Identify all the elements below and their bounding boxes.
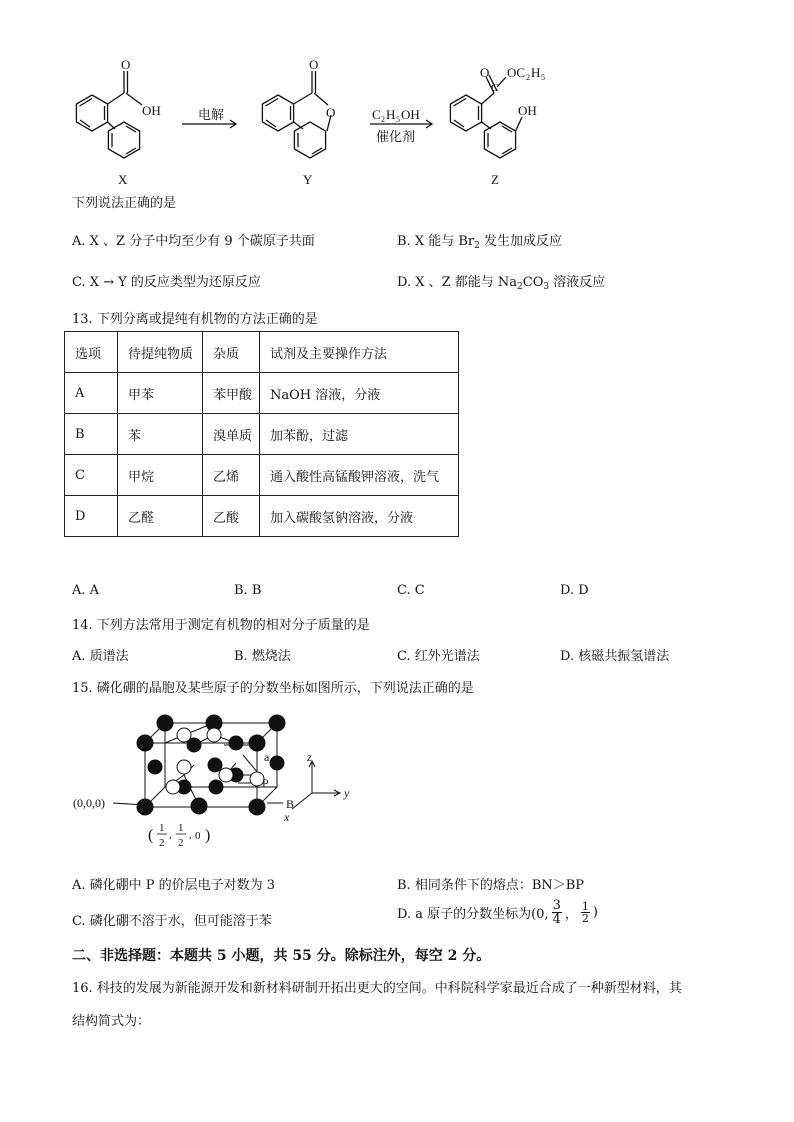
table-cell: 乙酸 xyxy=(203,496,260,537)
q12-option-d: D. X 、Z 都能与 $Na_2CO_3$ 溶液反应 xyxy=(397,275,606,292)
svg-text:2: 2 xyxy=(178,837,184,849)
table-row xyxy=(65,496,459,537)
q14-stem: 14. 下列方法常用于测定有机物的相对分子质量的是 xyxy=(72,618,370,633)
z-ester-c: C xyxy=(491,82,499,94)
q13-stem: 13. 下列分离或提纯有机物的方法正确的是 xyxy=(72,312,318,327)
svg-text:1: 1 xyxy=(178,822,184,834)
table-cell: B xyxy=(65,414,118,455)
q15-stem: 15. 磷化硼的晶胞及某些原子的分数坐标如图所示，下列说法正确的是 xyxy=(72,681,474,696)
section-title: 二、非选择题：本题共 5 小题，共 55 分。除标注外，每空 2 分。 xyxy=(72,948,491,964)
table-cell: 苯甲酸 xyxy=(203,373,260,414)
separation-table xyxy=(64,331,459,537)
q12-option-b: B. X 能与 $Br_2$ 发生加成反应 xyxy=(397,234,562,251)
q15-option-a: A. 磷化硼中 P 的价层电子对数为 3 xyxy=(72,878,276,893)
svg-text:H: H xyxy=(386,107,396,122)
svg-text:): ) xyxy=(205,827,211,844)
x-oh: OH xyxy=(142,103,161,118)
table-header: 待提纯物质 xyxy=(118,332,203,373)
arrow1-label: 电解 xyxy=(198,107,225,122)
q14-option-c: C. 红外光谱法 xyxy=(397,649,480,664)
svg-text:H: H xyxy=(531,65,541,80)
table-cell: 乙烯 xyxy=(203,455,260,496)
table-cell: 甲苯 xyxy=(118,373,203,414)
axis-y: y xyxy=(344,786,350,800)
q12-option-c: C. X → Y 的反应类型为还原反应 xyxy=(72,275,261,290)
arrow2-reagent: C xyxy=(372,107,381,122)
table-cell: 甲烷 xyxy=(118,455,203,496)
q15-option-b: B. 相同条件下的熔点：BN＞BP xyxy=(397,878,585,893)
table-cell: 加苯酚，过滤 xyxy=(260,414,459,455)
table-header: 试剂及主要操作方法 xyxy=(260,332,459,373)
x-carbonyl-o: O xyxy=(121,57,131,72)
table-header-row xyxy=(65,332,459,373)
svg-text:5: 5 xyxy=(541,73,545,82)
q13-option-a: A. A xyxy=(72,583,100,598)
table-cell: 溴单质 xyxy=(203,414,260,455)
reaction-scheme xyxy=(60,55,580,190)
svg-text:1: 1 xyxy=(159,822,165,834)
origin-label: (0,0,0) xyxy=(73,796,105,810)
q16-line2: 结构简式为： xyxy=(72,1014,151,1029)
axis-z: z xyxy=(307,750,312,764)
svg-text:2: 2 xyxy=(381,115,385,124)
table-header: 杂质 xyxy=(203,332,260,373)
table-row xyxy=(65,455,459,496)
svg-text:,: , xyxy=(169,829,172,841)
svg-text:0: 0 xyxy=(195,830,201,842)
q13-option-c: C. C xyxy=(397,583,425,598)
q15-option-c: C. 磷化硼不溶于水，但可能溶于苯 xyxy=(72,914,272,929)
label-a: a xyxy=(264,750,270,764)
table-cell: C xyxy=(65,455,118,496)
table-header: 选项 xyxy=(65,332,118,373)
svg-text:2: 2 xyxy=(159,837,165,849)
table-cell: D xyxy=(65,496,118,537)
svg-text:2: 2 xyxy=(526,73,530,82)
label-p: P xyxy=(262,776,269,790)
q12-option-a: A. X 、Z 分子中均至少有 9 个碳原子共面 xyxy=(72,234,315,249)
axis-x: x xyxy=(284,810,290,824)
svg-text:(: ( xyxy=(148,827,154,844)
table-row xyxy=(65,414,459,455)
crystal-cell-diagram xyxy=(68,705,368,855)
z-carbonyl-o: O xyxy=(480,65,490,80)
table-cell: NaOH 溶液，分液 xyxy=(260,373,459,414)
q12-stem: 下列说法正确的是 xyxy=(72,196,177,211)
q14-option-b: B. 燃烧法 xyxy=(234,649,291,664)
q13-option-b: B. B xyxy=(234,583,262,598)
q15-option-d: D. a 原子的分数坐标为(0, $\frac{3}{4}$ ， $\frac{1}{2}$ ) xyxy=(397,898,598,927)
table-cell: 苯 xyxy=(118,414,203,455)
q13-option-d: D. D xyxy=(560,583,589,598)
label-y: Y xyxy=(303,172,313,187)
label-x: X xyxy=(118,172,128,187)
q16-line1: 16. 科技的发展为新能源开发和新材料研制开拓出更大的空间。中科院科学家最近合成了一种新型材料，其 xyxy=(72,981,682,996)
svg-text:,: , xyxy=(189,829,192,841)
table-cell: 通入酸性高锰酸钾溶液，洗气 xyxy=(260,455,459,496)
arrow2-catalyst: 催化剂 xyxy=(376,129,416,144)
svg-text:OH: OH xyxy=(401,107,420,122)
table-cell: 加入碳酸氢钠溶液，分液 xyxy=(260,496,459,537)
q14-option-d: D. 核磁共振氢谱法 xyxy=(560,649,670,664)
table-cell: 乙醛 xyxy=(118,496,203,537)
z-ester-oc: OC xyxy=(507,65,526,80)
table-cell: A xyxy=(65,373,118,414)
label-z: Z xyxy=(491,172,499,187)
y-carbonyl-o: O xyxy=(309,57,319,72)
q14-option-a: A. 质谱法 xyxy=(72,649,129,664)
svg-text:5: 5 xyxy=(396,115,400,124)
z-oh: OH xyxy=(518,103,537,118)
label-b: B xyxy=(286,797,295,811)
table-row xyxy=(65,373,459,414)
y-ring-o: O xyxy=(326,105,336,120)
